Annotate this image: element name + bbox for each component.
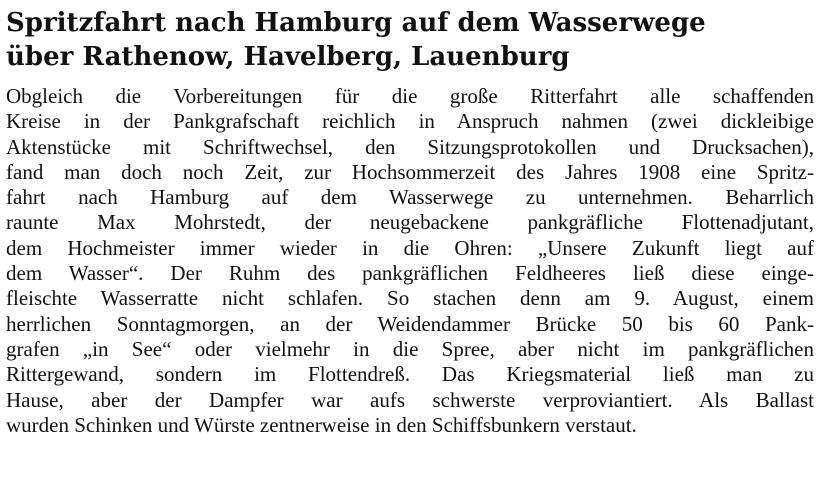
- chapter-heading: [6, 6, 814, 74]
- paragraph-line: Obgleich die Vorbereitungen für die große Ritterfahrt alle schaffenden: [6, 84, 814, 108]
- paragraph-line: herrlichen Sonntagmorgen, an der Weidendammer Brücke 50 bis 60 Pank-: [6, 311, 814, 336]
- paragraph-line: Kreise in der Pankgrafschaft reichlich in Anspruch nahmen (zwei dickleibige: [6, 109, 814, 134]
- paragraph-line: raunte Max Mohrstedt, der neugebackene pankgräfliche Flottenadjutant,: [6, 210, 814, 235]
- paragraph-line: grafen „in See“ oder vielmehr in die Spree, aber nicht im pankgräflichen: [6, 336, 814, 361]
- heading-line-1: Spritzfahrt nach Hamburg auf dem Wasserwege: [6, 8, 706, 38]
- paragraph-line: Rittergewand, sondern im Flottendreß. Das Kriegsmaterial ließ man zu: [6, 362, 814, 387]
- document-page: [6, 6, 814, 438]
- paragraph-line: wurden Schinken und Würste zentnerweise in den Schiffsbunkern verstaut.: [6, 412, 637, 437]
- paragraph-line: dem Wasser“. Der Ruhm des pankgräflichen Feldheeres ließ diese einge-: [6, 261, 814, 286]
- paragraph-line: Hause, aber der Dampfer war aufs schwerste verproviantiert. Als Ballast: [6, 387, 814, 412]
- paragraph-line: fahrt nach Hamburg auf dem Wasserwege zu unternehmen. Beharrlich: [6, 185, 814, 210]
- body-paragraph: [6, 84, 814, 438]
- paragraph-line: fleischte Wasserratte nicht schlafen. So stachen denn am 9. August, einem: [6, 286, 814, 311]
- paragraph-line: dem Hochmeister immer wieder in die Ohren: „Unsere Zukunft liegt auf: [6, 235, 814, 260]
- paragraph-line: fand man doch noch Zeit, zur Hochsommerzeit des Jahres 1908 eine Spritz-: [6, 159, 814, 184]
- paragraph-line: Aktenstücke mit Schriftwechsel, den Sitzungsprotokollen und Drucksachen),: [6, 134, 814, 159]
- heading-line-2: über Rathenow, Havelberg, Lauenburg: [6, 42, 570, 72]
